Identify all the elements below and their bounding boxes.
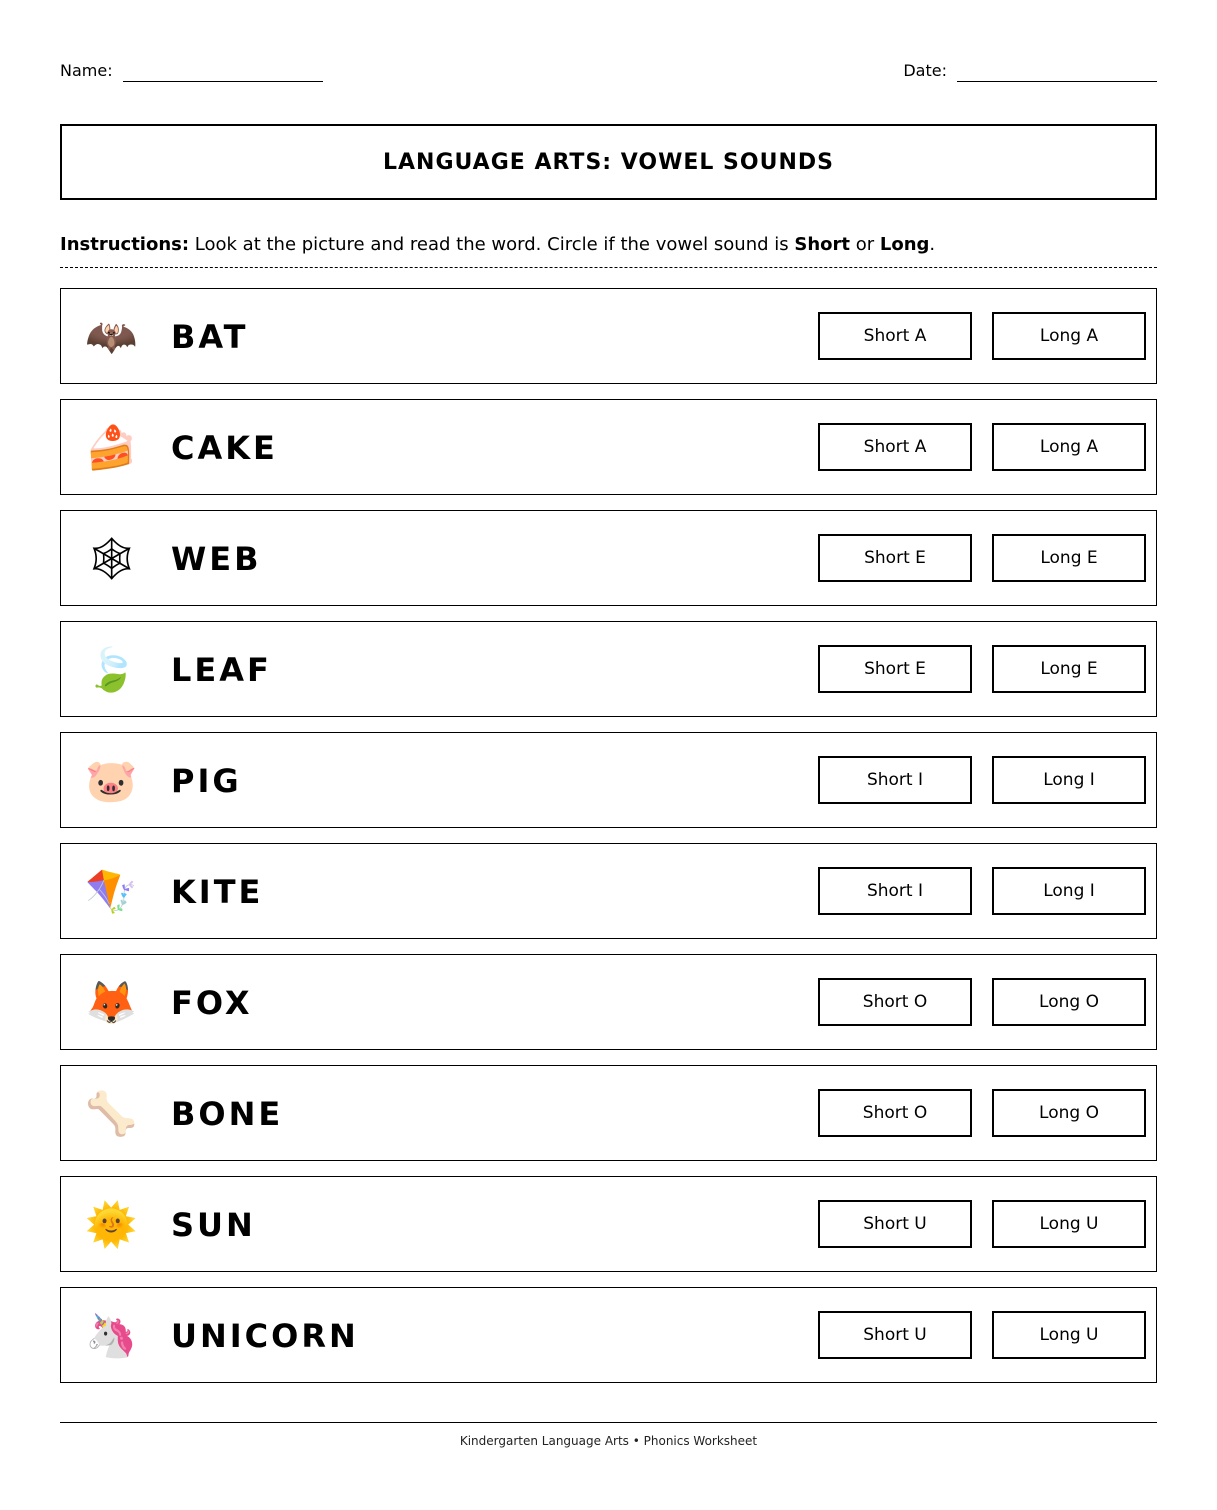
word-label: LEAF — [171, 651, 272, 689]
page-title: LANGUAGE ARTS: VOWEL SOUNDS — [382, 149, 834, 175]
word-row-unicorn — [60, 1287, 1157, 1383]
word-row-fox — [60, 954, 1157, 1050]
bat-icon: 🦇 — [85, 312, 138, 361]
long-vowel-option[interactable]: Long U — [992, 1311, 1146, 1359]
short-vowel-option[interactable]: Short E — [818, 645, 972, 693]
long-vowel-option[interactable]: Long I — [992, 756, 1146, 804]
word-label: PIG — [171, 762, 242, 800]
word-label: BONE — [171, 1095, 284, 1133]
word-row-bone — [60, 1065, 1157, 1161]
short-vowel-option[interactable]: Short U — [818, 1200, 972, 1248]
title-box — [60, 124, 1157, 200]
short-vowel-option[interactable]: Short U — [818, 1311, 972, 1359]
leaf-icon: 🍃 — [85, 645, 138, 694]
word-label: SUN — [171, 1206, 256, 1244]
long-vowel-option[interactable]: Long O — [992, 978, 1146, 1026]
long-vowel-option[interactable]: Long A — [992, 312, 1146, 360]
footer-text: Kindergarten Language Arts • Phonics Worksheet — [459, 1434, 758, 1448]
instructions-short: Short — [794, 234, 850, 255]
word-row-pig — [60, 732, 1157, 828]
long-vowel-option[interactable]: Long O — [992, 1089, 1146, 1137]
word-label: FOX — [171, 984, 253, 1022]
bone-icon: 🦴 — [85, 1089, 138, 1138]
instructions-long: Long — [879, 234, 930, 255]
name-label: Name: — [60, 61, 113, 80]
sun-icon: 🌞 — [85, 1200, 138, 1249]
short-vowel-option[interactable]: Short I — [818, 756, 972, 804]
long-vowel-option[interactable]: Long A — [992, 423, 1146, 471]
word-label: KITE — [171, 873, 264, 911]
word-label: WEB — [171, 540, 262, 578]
pig-icon: 🐷 — [85, 756, 138, 805]
word-row-bat — [60, 288, 1157, 384]
short-vowel-option[interactable]: Short A — [818, 312, 972, 360]
word-row-leaf — [60, 621, 1157, 717]
instructions-end: . — [929, 234, 936, 255]
name-input-line[interactable] — [123, 63, 323, 82]
name-field — [60, 60, 323, 82]
instructions-lead: Instructions: — [60, 234, 190, 255]
kite-icon: 🪁 — [85, 867, 138, 916]
instructions — [60, 232, 1157, 268]
short-vowel-option[interactable]: Short E — [818, 534, 972, 582]
unicorn-icon: 🦄 — [85, 1311, 138, 1360]
instructions-or: or — [850, 234, 880, 255]
word-label: CAKE — [171, 429, 278, 467]
instructions-text: Look at the picture and read the word. Circle if the vowel sound is — [189, 234, 795, 255]
cake-icon: 🍰 — [85, 423, 138, 472]
date-label: Date: — [903, 61, 947, 80]
word-row-kite — [60, 843, 1157, 939]
word-row-cake — [60, 399, 1157, 495]
word-label: UNICORN — [171, 1317, 359, 1355]
word-row-sun — [60, 1176, 1157, 1272]
short-vowel-option[interactable]: Short O — [818, 978, 972, 1026]
date-input-line[interactable] — [957, 63, 1157, 82]
short-vowel-option[interactable]: Short A — [818, 423, 972, 471]
long-vowel-option[interactable]: Long E — [992, 534, 1146, 582]
footer-divider — [60, 1422, 1157, 1423]
long-vowel-option[interactable]: Long E — [992, 645, 1146, 693]
word-row-web — [60, 510, 1157, 606]
fox-icon: 🦊 — [85, 978, 138, 1027]
date-field — [903, 60, 1157, 82]
spider-web-icon: 🕸 — [85, 534, 139, 583]
long-vowel-option[interactable]: Long I — [992, 867, 1146, 915]
short-vowel-option[interactable]: Short O — [818, 1089, 972, 1137]
word-label: BAT — [171, 318, 249, 356]
short-vowel-option[interactable]: Short I — [818, 867, 972, 915]
header-row — [60, 60, 1157, 84]
long-vowel-option[interactable]: Long U — [992, 1200, 1146, 1248]
